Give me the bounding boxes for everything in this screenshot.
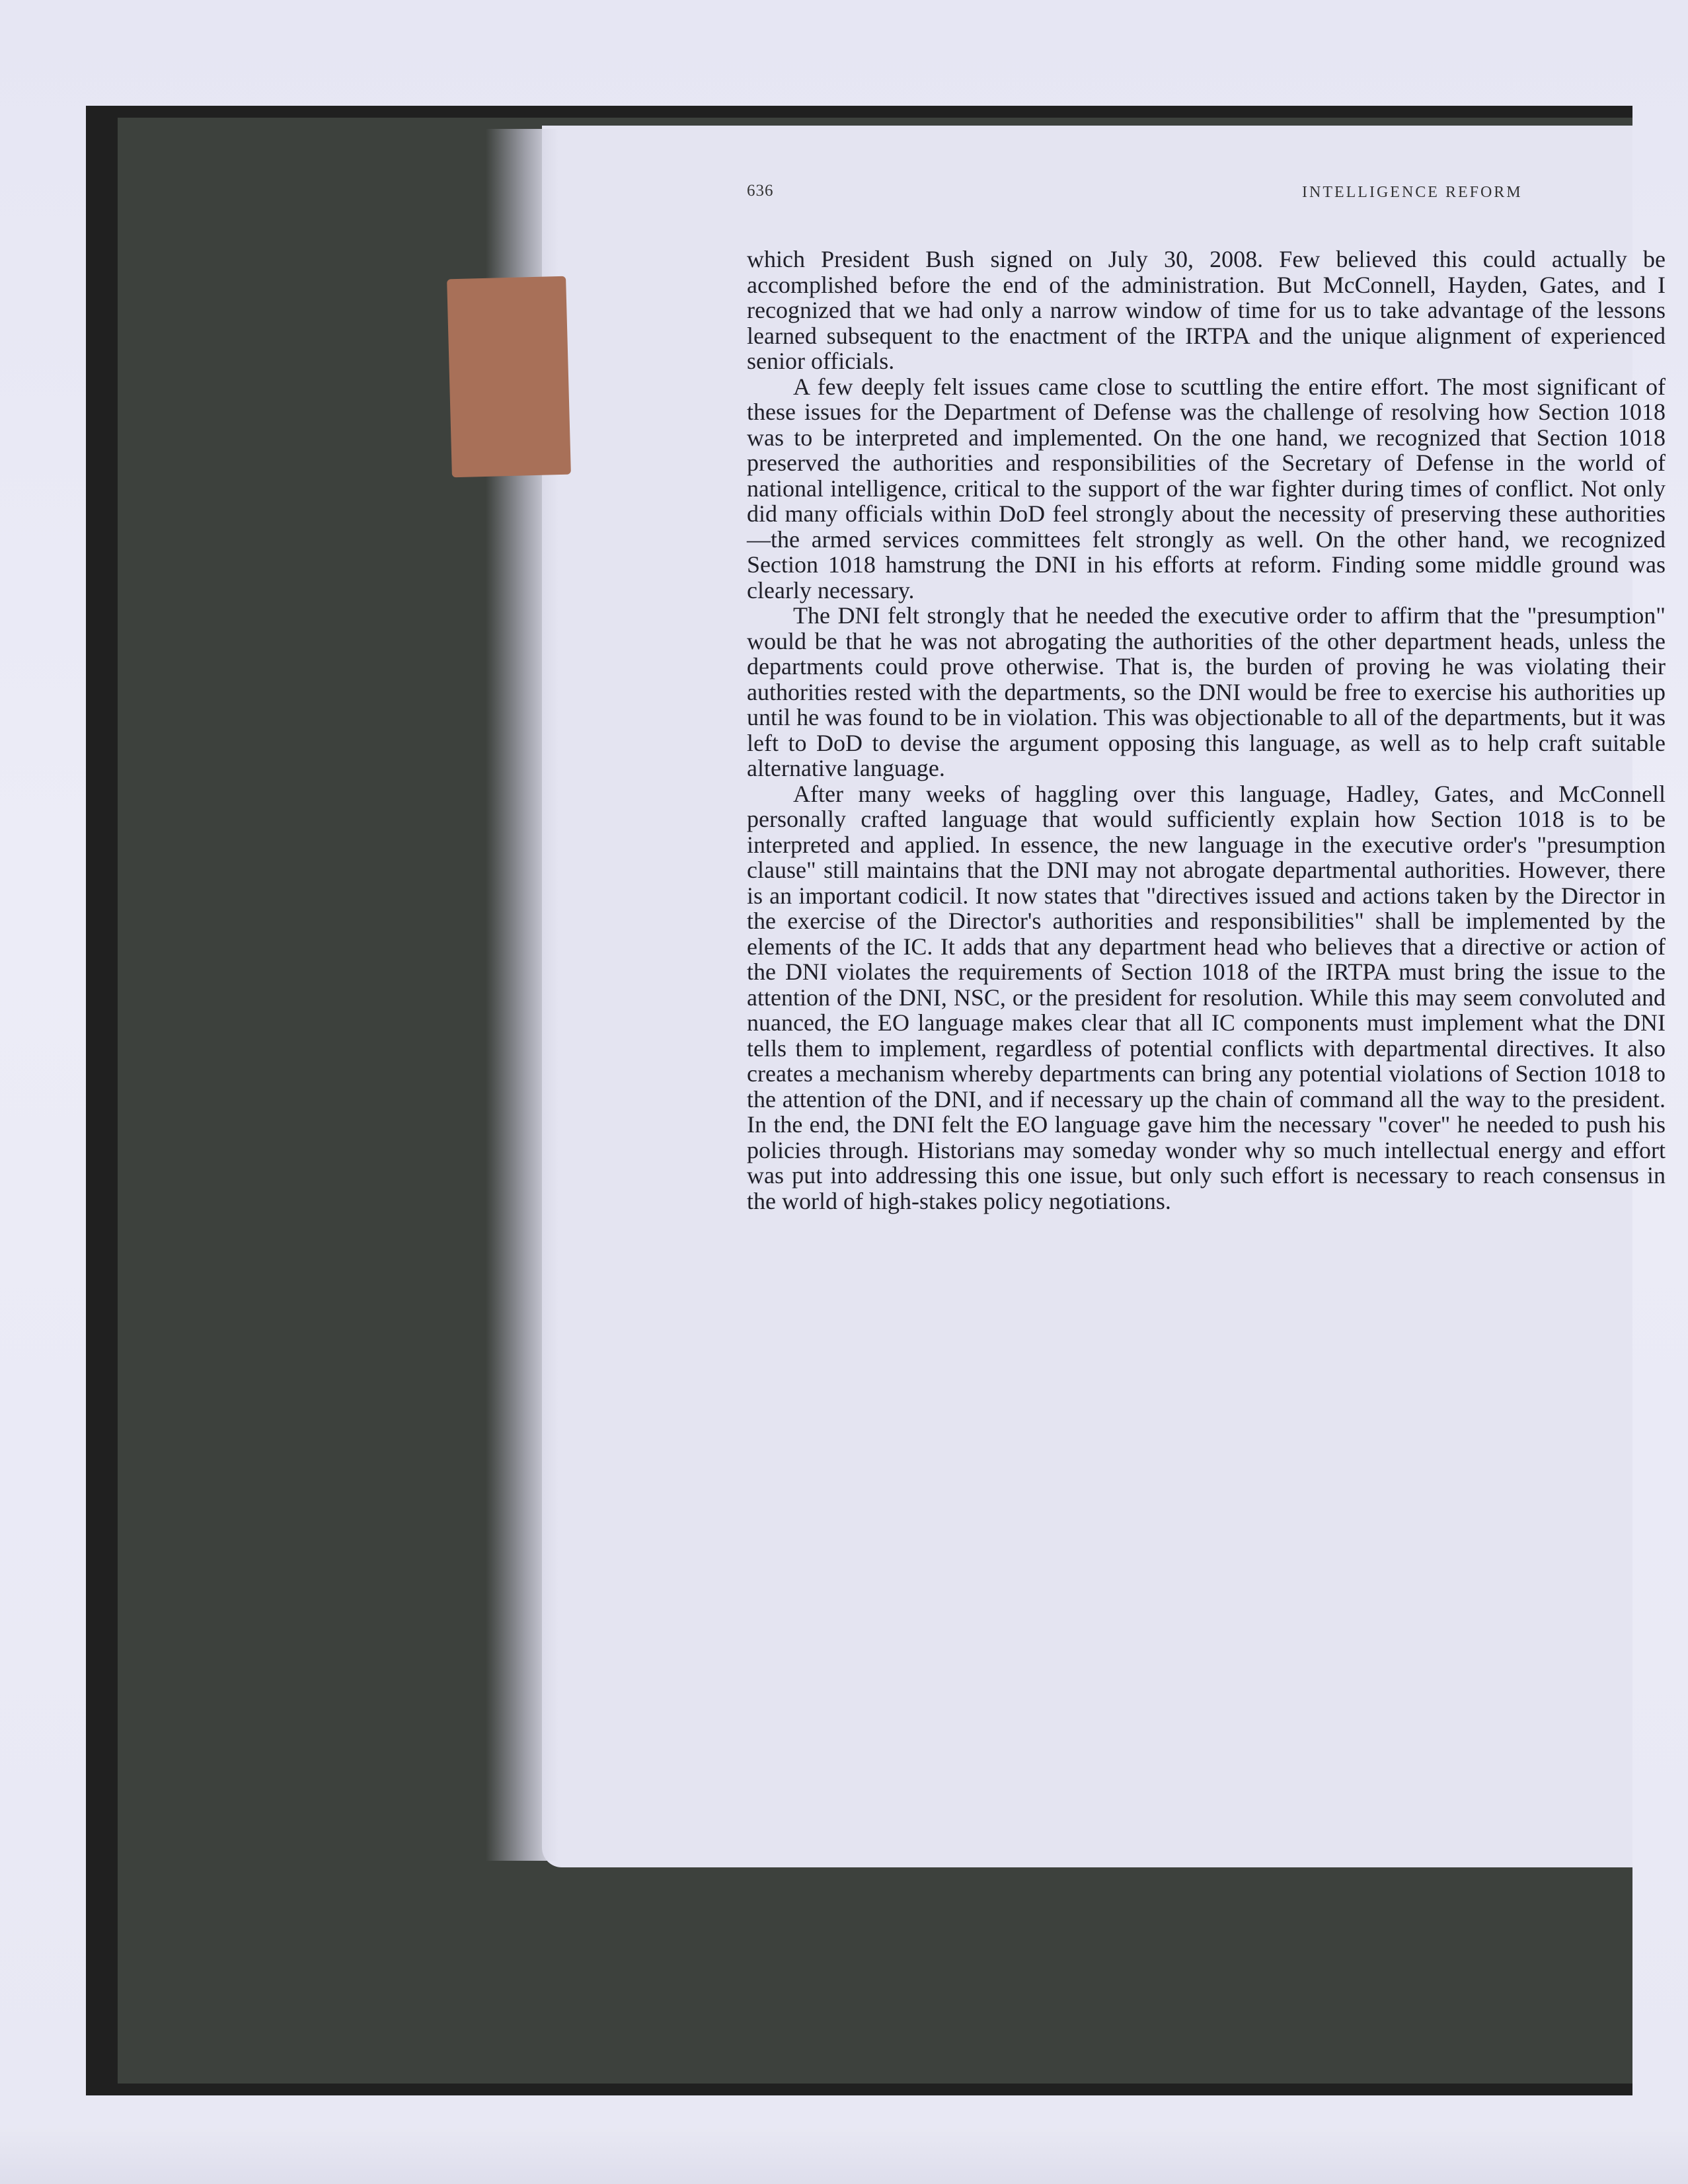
page-tab-marker <box>447 276 571 478</box>
paragraph: The DNI felt strongly that he needed the executive order to affirm that the "presumption" would be that he was not abrogating the authorities of the other department heads, unless the departments could prove otherwise. That is, the burden of proving he was violating their authorities rested with the departments, so the DNI would be free to exercise his authorities up until he was found to be in violation. This was objectionable to all of the departments, but it was left to DoD to devise the argument opposing this language, as well as to help craft suitable alternative language. <box>747 602 1666 781</box>
scanner-frame-top <box>86 106 1632 118</box>
paragraph: which President Bush signed on July 30, 2008. Few believed this could actually be accomplished before the end of the administration. But McConnell, Hayden, Gates, and I recognized that we had only a narrow window of time for us to take advantage of the lessons learned subsequent to the enactment of the IRTPA and the unique alignment of experienced senior officials. <box>747 246 1666 374</box>
body-text <box>747 247 1666 1214</box>
scanner-frame-left <box>86 106 118 2095</box>
page-number: 636 <box>747 182 774 200</box>
paragraph: After many weeks of haggling over this language, Hadley, Gates, and McConnell personally crafted language that would sufficiently explain how Section 1018 is to be interpreted and applied. In essence, the new language in the executive order's "presumption clause" still maintains that the DNI may not abrogate departmental authorities. However, there is an important codicil. It now states that "directives issued and actions taken by the Director in the exercise of the Director's authorities and responsibilities" shall be implemented by the elements of the IC. It adds that any department head who believes that a directive or action of the DNI violates the requirements of Section 1018 of the IRTPA must bring the issue to the attention of the DNI, NSC, or the president for resolution. While this may seem convoluted and nuanced, the EO language makes clear that all IC components must implement what the DNI tells them to implement, regardless of potential conflicts with departmental directives. It also creates a mechanism whereby departments can bring any potential violations of Section 1018 to the attention of the DNI, and if necessary up the chain of command all the way to the president. In the end, the DNI felt the EO language gave him the necessary "cover" he needed to push his policies through. Historians may someday wonder why so much intellectual energy and effort was put into addressing this one issue, but only such effort is necessary to reach consensus in the world of high-stakes policy negotiations. <box>747 780 1666 1214</box>
scan-bottom-strip <box>0 2128 1688 2184</box>
paragraph: A few deeply felt issues came close to scuttling the entire effort. The most significant of these issues for the Department of Defense was the challenge of resolving how Section 1018 was to be interpreted and implemented. On the one hand, we recognized that Section 1018 preserved the authorities and responsibilities of the Secretary of Defense in the world of national intelligence, critical to the support of the war fighter during times of conflict. Not only did many officials within DoD feel strongly about the necessity of preserving these authorities—the armed services committees felt strongly as well. On the other hand, we recognized Section 1018 hamstrung the DNI in his efforts at reform. Finding some middle ground was clearly necessary. <box>747 373 1666 604</box>
running-head: INTELLIGENCE REFORM <box>1302 184 1523 201</box>
scanner-frame-bottom <box>86 2084 1632 2095</box>
